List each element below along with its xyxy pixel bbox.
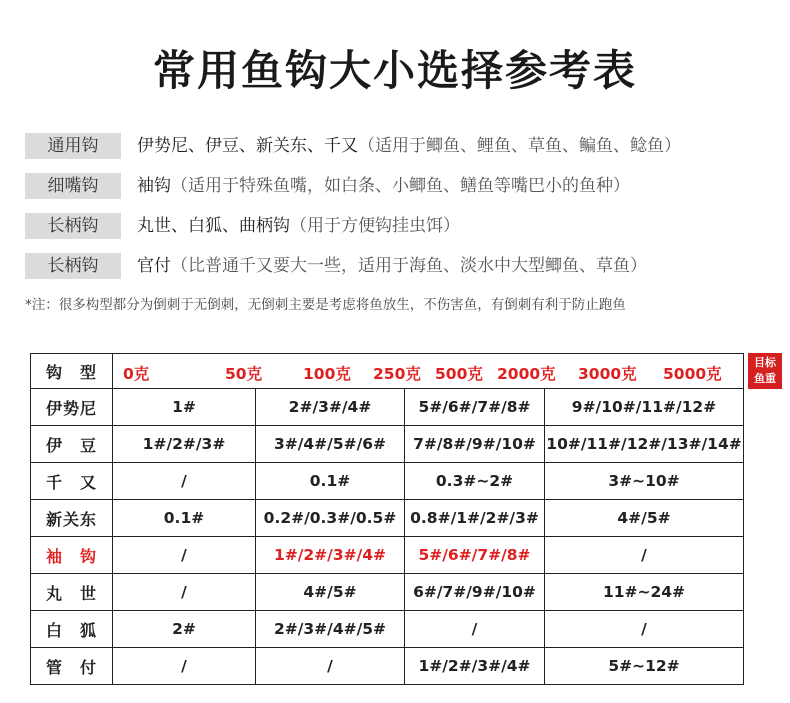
category-tag: 长柄钩 [25, 213, 121, 239]
category-hook-names: 官付 [137, 256, 171, 276]
weight-label: 500克 [435, 365, 483, 383]
table-cell: 7#/8#/9#/10# [405, 426, 545, 463]
table-cell: 5#/6#/7#/8# [405, 537, 545, 574]
table-cell: 0.3#~2# [405, 463, 545, 500]
category-usage: （比普通千又要大一些，适用于海鱼、淡水中大型鲫鱼、草鱼） [171, 256, 647, 276]
hook-size-table [30, 353, 744, 685]
weight-label: 0克 [123, 365, 150, 383]
table-row [31, 611, 744, 648]
footnote: *注：很多构型都分为倒刺于无倒刺，无倒刺主要是考虑将鱼放生，不伤害鱼，有倒刺有利于防止跑鱼 [25, 297, 626, 313]
table-cell: 3#/4#/5#/6# [256, 426, 405, 463]
table-cell: 2#/3#/4#/5# [256, 611, 405, 648]
row-label: 伊势尼 [31, 389, 113, 426]
category-row-thin-mouth [25, 171, 790, 201]
weight-label: 50克 [225, 365, 263, 383]
table-cell: 2# [113, 611, 256, 648]
table-cell: 5#~12# [545, 648, 744, 685]
row-label: 新关东 [31, 500, 113, 537]
category-description [137, 171, 630, 201]
weight-label: 100克 [303, 365, 351, 383]
table-cell: / [113, 537, 256, 574]
table-cell: 1#/2#/3# [113, 426, 256, 463]
category-hook-names: 伊势尼、伊豆、新关东、千又 [137, 136, 358, 156]
table-cell: / [113, 574, 256, 611]
table-cell: / [545, 537, 744, 574]
category-usage: （适用于鲫鱼、鲤鱼、草鱼、鳊鱼、鲶鱼） [358, 136, 681, 156]
table-cell: 1#/2#/3#/4# [256, 537, 405, 574]
header-hook-type: 钩 型 [31, 354, 113, 389]
weight-label: 2000克 [497, 365, 556, 383]
row-label: 袖 钩 [31, 537, 113, 574]
weight-label: 250克 [373, 365, 421, 383]
category-usage: （适用于特殊鱼嘴，如白条、小鲫鱼、鳝鱼等嘴巴小的鱼种） [171, 176, 630, 196]
table-cell: 5#/6#/7#/8# [405, 389, 545, 426]
category-tag: 长柄钩 [25, 253, 121, 279]
table-cell: / [113, 648, 256, 685]
table-cell: 0.2#/0.3#/0.5# [256, 500, 405, 537]
table-cell: / [545, 611, 744, 648]
weight-label: 5000克 [663, 365, 722, 383]
table-cell: / [113, 463, 256, 500]
table-row-highlighted [31, 537, 744, 574]
table-cell: 1# [113, 389, 256, 426]
table-row [31, 389, 744, 426]
category-hook-names: 袖钩 [137, 176, 171, 196]
table-cell: 2#/3#/4# [256, 389, 405, 426]
page-title: 常用鱼钩大小选择参考表 [152, 46, 637, 95]
badge-line: 目标 [754, 356, 776, 369]
table-cell: / [405, 611, 545, 648]
table-cell: 3#~10# [545, 463, 744, 500]
category-description [137, 251, 647, 281]
table-cell: 0.1# [256, 463, 405, 500]
weight-label: 3000克 [578, 365, 637, 383]
row-label: 丸 世 [31, 574, 113, 611]
table-cell: 6#/7#/9#/10# [405, 574, 545, 611]
table-cell: 9#/10#/11#/12# [545, 389, 744, 426]
table-cell: 1#/2#/3#/4# [405, 648, 545, 685]
row-label: 千 又 [31, 463, 113, 500]
badge-line: 鱼重 [754, 372, 776, 385]
table-row [31, 574, 744, 611]
category-tag: 细嘴钩 [25, 173, 121, 199]
category-description [137, 211, 460, 241]
table-row [31, 463, 744, 500]
category-row-general [25, 131, 790, 161]
table-cell: / [256, 648, 405, 685]
target-fish-weight-badge [748, 353, 782, 389]
table-row [31, 500, 744, 537]
category-hook-names: 丸世、白狐、曲柄钩 [137, 216, 290, 236]
table-cell: 11#~24# [545, 574, 744, 611]
table-row [31, 426, 744, 463]
weight-scale [113, 354, 744, 389]
row-label: 伊 豆 [31, 426, 113, 463]
table-row [31, 648, 744, 685]
category-row-long-shank-1 [25, 211, 790, 241]
row-label: 白 狐 [31, 611, 113, 648]
table-cell: 0.1# [113, 500, 256, 537]
table-header-row [31, 354, 744, 389]
category-description [137, 131, 681, 161]
table-cell: 4#/5# [256, 574, 405, 611]
row-label: 管 付 [31, 648, 113, 685]
category-usage: （用于方便钩挂虫饵） [290, 216, 460, 236]
category-tag: 通用钩 [25, 133, 121, 159]
table-cell: 4#/5# [545, 500, 744, 537]
table-cell: 0.8#/1#/2#/3# [405, 500, 545, 537]
category-row-long-shank-2 [25, 251, 790, 281]
table-cell: 10#/11#/12#/13#/14# [545, 426, 744, 463]
